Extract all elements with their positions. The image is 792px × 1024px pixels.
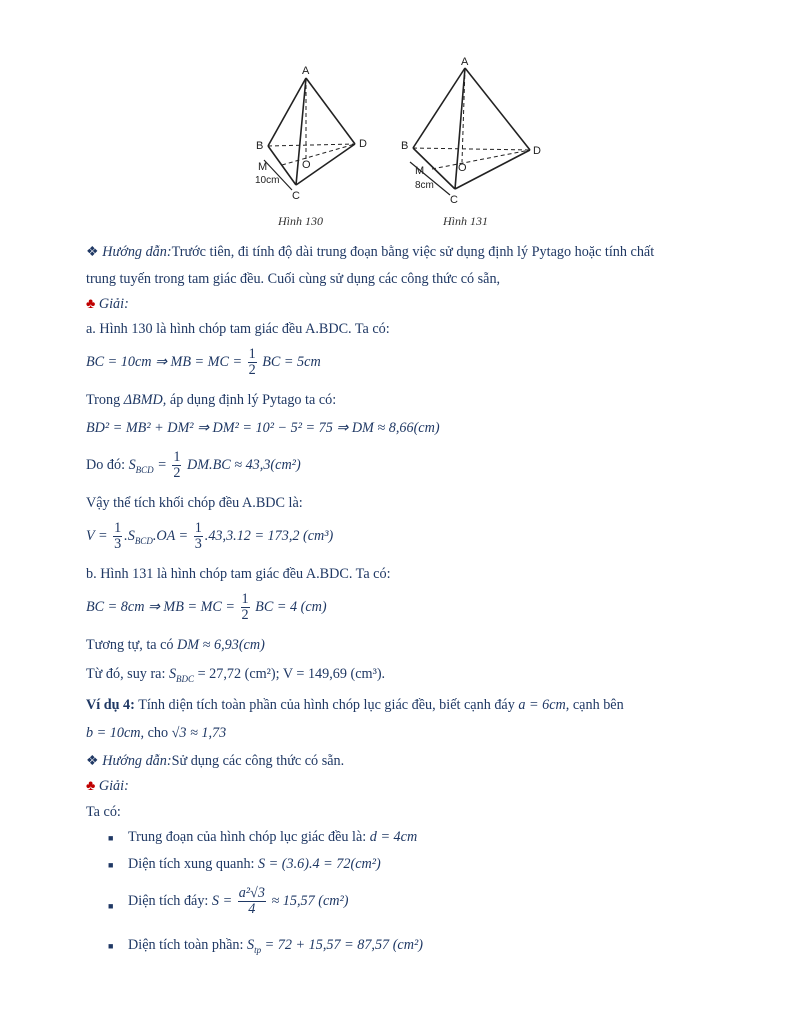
label-m-130: M (258, 161, 268, 173)
guide-1-line-1 (86, 243, 654, 261)
part-b-result: Từ đó, suy ra: $S_{BDC} = 27,72$ (cm²); V = 149,69 (cm³). (86, 666, 386, 684)
part-a-volume-text: Vậy thể tích khối chóp đều A.BDC là: (86, 495, 303, 511)
bullet-1: Trung đoạn của hình chóp lục giác đều là: d = 4cm (128, 829, 418, 845)
fraction: $\frac{1}{3}$ (194, 520, 202, 552)
pyramid-hinh-131 (410, 68, 530, 195)
label-o-130: O (302, 159, 311, 171)
caption-hinh-130: Hình 130 (278, 214, 323, 228)
part-a-intro: a. Hình 130 là hình chóp tam giác đều A.BDC. Ta có: (86, 321, 390, 337)
bullet-icon: ■ (108, 941, 114, 951)
hand-pointer-icon: ♣ (86, 778, 96, 794)
label-c-130: C (292, 190, 300, 202)
ta-co: Ta có: (86, 804, 121, 820)
fraction: $\frac{1}{2}$ (241, 591, 249, 623)
part-a-triangle-line: Trong ΔBMD, áp dụng định lý Pytago ta có: (86, 392, 337, 408)
fraction: $\frac{1}{2}$ (248, 346, 256, 378)
part-a-eq2: BD² = MB² + DM² ⇒ DM² = 10² − 5² = 75 ⇒ DM ≈ 8,66(cm) (86, 420, 440, 436)
part-b-similar: Tương tự, ta có DM ≈ 6,93(cm) (86, 637, 265, 653)
bullet-4: Diện tích toàn phần: $S_{tp} = 72 + 15,57 = 87,57$ (cm²) (128, 937, 423, 955)
fraction: $\frac{1}{2}$ (173, 449, 181, 481)
hand-pointer-icon: ♣ (86, 296, 96, 312)
bullet-icon: ■ (108, 860, 114, 870)
label-a-130: A (302, 65, 310, 77)
diamond-ornament-icon: ❖ (86, 244, 99, 260)
label-c-131: C (450, 194, 458, 206)
guide-1-line-2: trung tuyến trong tam giác đều. Cuối cùng sử dụng các công thức có sẵn, (86, 271, 501, 287)
fraction: $\frac{1}{3}$ (114, 520, 122, 552)
guide-label: Hướng dẫn: (102, 244, 172, 260)
fraction: $\frac{\text{a²√3}}{4}$ (238, 885, 265, 917)
part-b-intro: b. Hình 131 là hình chóp tam giác đều A.BDC. Ta có: (86, 566, 391, 582)
label-b-131: B (401, 140, 409, 152)
part-a-eq1: BC = 10cm ⇒ MB = MC = $\frac{1}{2}$ BC = 5cm (86, 346, 321, 378)
label-d-130: D (359, 138, 367, 150)
part-a-volume-eq: V = $\frac{1}{3}$ $.S_{BCD}.OA$ = $\frac{1}{3}$ .43,3.12 = 173,2 (cm³) (86, 520, 334, 552)
part-a-area: Do đó: $S_{BCD}$ = $\frac{1}{2}$ DM.BC ≈ 43,3(cm²) (86, 449, 301, 481)
bullet-icon: ■ (108, 901, 114, 911)
example-4-line-2: b = 10cm, cho √3 ≈ 1,73 (86, 725, 227, 741)
label-b-130: B (256, 140, 264, 152)
pyramid-figures (230, 50, 570, 235)
label-side-131: 8cm (415, 180, 434, 191)
caption-hinh-131: Hình 131 (443, 214, 488, 228)
solution-heading-1: ♣ Giải: (86, 296, 129, 312)
bullet-3: Diện tích đáy: S = $\frac{\text{a²√3}}{4}$ ≈ 15,57 (cm²) (128, 885, 349, 917)
guide-2: ❖ Hướng dẫn:Sử dụng các công thức có sẵn. (86, 753, 345, 769)
diamond-ornament-icon: ❖ (86, 753, 99, 769)
example-4-line-1: Ví dụ 4: Tính diện tích toàn phần của hình chóp lục giác đều, biết cạnh đáy a = 6cm, cạnh bên (86, 697, 624, 713)
label-side-130: 10cm (255, 175, 280, 186)
label-a-131: A (461, 56, 469, 68)
bullet-icon: ■ (108, 833, 114, 843)
guide-text: Trước tiên, đi tính độ dài trung đoạn bằng việc sử dụng định lý Pytago hoặc tính chất (171, 244, 655, 260)
solution-heading-2: ♣ Giải: (86, 778, 129, 794)
bullet-2: Diện tích xung quanh: S = (3.6).4 = 72(cm²) (128, 856, 381, 872)
label-d-131: D (533, 145, 541, 157)
label-m-131: M (415, 165, 425, 177)
label-o-131: O (458, 162, 467, 174)
pyramid-hinh-130 (264, 78, 355, 190)
part-b-eq1: BC = 8cm ⇒ MB = MC = $\frac{1}{2}$ BC = 4 (cm) (86, 591, 327, 623)
